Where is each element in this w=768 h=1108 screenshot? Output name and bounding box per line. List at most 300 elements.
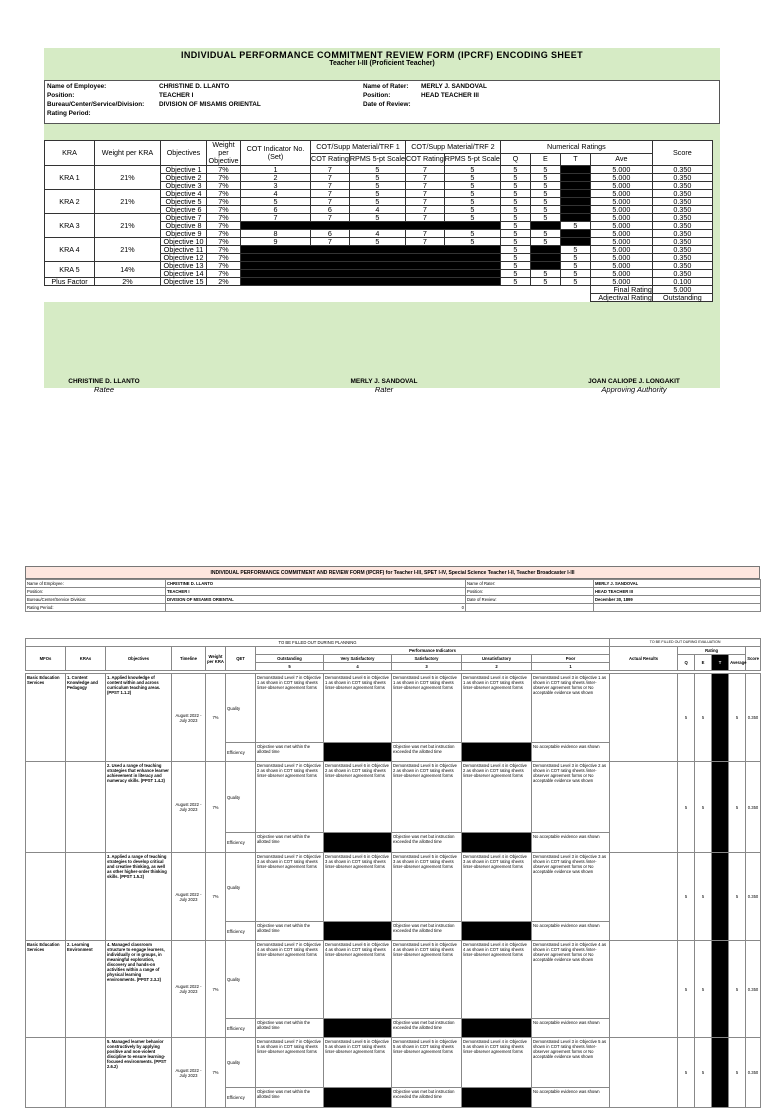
cell-ave: 5.000: [590, 198, 652, 206]
cell-obj: Objective 15: [161, 278, 207, 286]
rating-t-blank: [712, 941, 729, 1038]
rating-q: 5: [678, 853, 695, 941]
cell-r2: 5: [444, 166, 500, 174]
cell-e: [530, 246, 560, 254]
rating-score: 0.350: [746, 941, 761, 1038]
quality-outstanding: Demonstrated Level 7 in Objective 5 as shown in COT rating sheets /inter-observer agreement forms: [256, 1038, 324, 1088]
cell-q: 5: [500, 222, 530, 230]
cell-t: 5: [560, 278, 590, 286]
poor-header: Poor: [532, 655, 610, 663]
cell-t: [560, 182, 590, 190]
rating-e: 5: [695, 853, 712, 941]
actual-results-header: Actual Results: [610, 647, 678, 671]
cell-e: 5: [530, 198, 560, 206]
cell-c2: 7: [405, 174, 444, 182]
final-rating-label: Final Rating: [590, 286, 652, 294]
bureau-value: DIVISION OF MISAMIS ORIENTAL: [159, 101, 261, 108]
cell-r1: 5: [349, 166, 405, 174]
efficiency-outstanding: Objective was met within the allotted time: [256, 922, 324, 941]
efficiency-poor: No acceptable evidence was shown: [532, 743, 610, 762]
objectives-header: Objectives: [161, 141, 207, 166]
cell-c1: 6: [311, 230, 350, 238]
rating-average: 5: [729, 1038, 746, 1108]
t-header-2: T: [712, 655, 729, 671]
very-satisfactory-num: 4: [324, 663, 392, 671]
ipcrf-info-table: [25, 579, 761, 612]
e-header: E: [530, 153, 560, 166]
actual-results-cell: [610, 941, 678, 1038]
efficiency-outstanding: Objective was met within the allotted time: [256, 833, 324, 853]
outstanding-num: 5: [256, 663, 324, 671]
efficiency-vs-blank: [324, 743, 392, 762]
score-header-2: Score: [746, 647, 761, 671]
efficiency-poor: No acceptable evidence was shown: [532, 1088, 610, 1108]
quality-very-satisfactory: Demonstrated Level 6 in Objective 3 as shown in COT rating sheets /inter-observer agreement forms: [324, 853, 392, 922]
cell-r2: 5: [444, 182, 500, 190]
timeline-cell: August 2022 - July 2023: [172, 853, 206, 941]
approver-signature: [554, 378, 714, 394]
kra-cell: [66, 853, 106, 941]
efficiency-outstanding: Objective was met within the allotted time: [256, 1019, 324, 1038]
cell-e: 5: [530, 166, 560, 174]
kra-header: KRA: [45, 141, 95, 166]
cell-c1: 7: [311, 174, 350, 182]
cell-cot: 7: [241, 214, 311, 222]
ipcrf-rater-position-value: HEAD TEACHER III: [594, 588, 761, 596]
employee-label: Name of Employee:: [47, 83, 107, 90]
ipcrf-bureau-label: Bureau/Center/Service Division:: [26, 596, 166, 604]
cell-w: 7%: [207, 174, 241, 182]
quality-label: Quality: [226, 674, 256, 743]
cell-score: 0.350: [652, 214, 712, 222]
quality-label: Quality: [226, 853, 256, 922]
objective-cell: 1. Applied knowledge of content within and across curriculum teaching areas. (PPST 1.1.2): [106, 674, 172, 762]
cell-obj: Objective 7: [161, 214, 207, 222]
quality-unsatisfactory: Demonstrated Level 4 in Objective 3 as shown in COT rating sheets /inter-observer agreement forms: [462, 853, 532, 922]
cell-obj: Objective 3: [161, 182, 207, 190]
efficiency-satisfactory: Objective was met but instruction exceeded the allotted time: [392, 922, 462, 941]
efficiency-vs-blank: [324, 1088, 392, 1108]
poor-num: 1: [532, 663, 610, 671]
quality-outstanding: Demonstrated Level 7 in Objective 2 as shown in COT rating sheets /inter-observer agreement forms: [256, 762, 324, 833]
efficiency-label: Efficiency: [226, 833, 256, 853]
cell-obj: Objective 5: [161, 198, 207, 206]
cell-r1: 5: [349, 174, 405, 182]
cell-w: 7%: [207, 198, 241, 206]
weight-kra-header: Weight per KRA: [95, 141, 161, 166]
unsatisfactory-header: Unsatisfactory: [462, 655, 532, 663]
cell-ave: 5.000: [590, 190, 652, 198]
blank-cot-cell: [241, 278, 501, 286]
cell-score: 0.350: [652, 270, 712, 278]
cell-obj: Objective 9: [161, 230, 207, 238]
efficiency-unsat-blank: [462, 1019, 532, 1038]
cell-q: 5: [500, 174, 530, 182]
rating-t-blank: [712, 1038, 729, 1108]
rating-score: 0.350: [746, 1038, 761, 1108]
cell-w: 7%: [207, 214, 241, 222]
cell-ave: 5.000: [590, 246, 652, 254]
ratee-role: Ratee: [93, 385, 114, 394]
rater-role: Rater: [374, 385, 394, 394]
mfos-header: MFOs: [26, 647, 66, 671]
efficiency-poor: No acceptable evidence was shown: [532, 833, 610, 853]
cell-w: 7%: [207, 190, 241, 198]
cell-c2: 7: [405, 182, 444, 190]
cell-score: 0.350: [652, 238, 712, 246]
quality-poor: Demonstrated Level 3 in Objective 5 as shown in COT rating sheets /inter-observer agreement forms or No acceptable evidence was shown: [532, 1038, 610, 1088]
kra-row: [45, 278, 713, 286]
rating-header: Rating: [678, 647, 746, 655]
kra-name: KRA 2: [45, 190, 95, 214]
rating-q: 5: [678, 762, 695, 853]
quality-poor: Demonstrated Level 3 in Objective 1 as shown in COT rating sheets /inter-observer agreement forms or No acceptable evidence was shown: [532, 674, 610, 743]
ave-header: Ave: [590, 153, 652, 166]
cell-r2: 5: [444, 190, 500, 198]
cell-obj: Objective 4: [161, 190, 207, 198]
position-value: TEACHER I: [159, 92, 194, 99]
cell-r1: 5: [349, 214, 405, 222]
cell-t: [560, 190, 590, 198]
cell-score: 0.100: [652, 278, 712, 286]
cell-cot: 2: [241, 174, 311, 182]
quality-poor: Demonstrated Level 3 in Objective 3 as shown in COT rating sheets /inter-observer agreement forms or No acceptable evidence was shown: [532, 853, 610, 922]
timeline-cell: August 2022 - July 2023: [172, 762, 206, 853]
cell-obj: Objective 1: [161, 166, 207, 174]
rater-position-value: HEAD TEACHER III: [421, 92, 479, 99]
cell-score: 0.350: [652, 206, 712, 214]
ipcrf-rating-period-label: Rating Period:: [26, 604, 166, 612]
cell-ave: 5.000: [590, 262, 652, 270]
cell-ave: 5.000: [590, 230, 652, 238]
cell-score: 0.350: [652, 198, 712, 206]
cell-c1: 7: [311, 182, 350, 190]
quality-satisfactory: Demonstrated Level 5 in Objective 1 as shown in COT rating sheets /inter-observer agreement forms: [392, 674, 462, 743]
cell-score: 0.350: [652, 190, 712, 198]
kra-weight: 21%: [95, 190, 161, 214]
kra-cell: [66, 762, 106, 853]
cell-r1: 4: [349, 230, 405, 238]
evaluation-label: TO BE FILLED OUT DURING EVALUATION: [610, 639, 761, 647]
kra-weight: 21%: [95, 238, 161, 262]
cell-w: 7%: [207, 262, 241, 270]
rating-e: 5: [695, 941, 712, 1038]
cell-t: 5: [560, 222, 590, 230]
kra-weight: 21%: [95, 166, 161, 190]
average-header: Average: [729, 655, 746, 671]
kra-cell: 2. Learning Environment: [66, 941, 106, 1038]
actual-results-cell: [610, 853, 678, 941]
ratee-name: CHRISTINE D. LLANTO: [68, 378, 140, 385]
objective-cell: 4. Managed classroom structure to engage learners, individually or in groups, in meaningful exploration, discovery and hands-on activities within a range of physical learning environments. (PPST 2.3.2): [106, 941, 172, 1038]
efficiency-poor: No acceptable evidence was shown: [532, 1019, 610, 1038]
cell-w: 2%: [207, 278, 241, 286]
rating-average: 5: [729, 762, 746, 853]
ipcrf-employee-label: Name of Employee:: [26, 580, 166, 588]
cell-t: 5: [560, 270, 590, 278]
cell-w: 7%: [207, 166, 241, 174]
cell-c2: 7: [405, 230, 444, 238]
efficiency-satisfactory: Objective was met but instruction exceeded the allotted time: [392, 1019, 462, 1038]
cell-e: 5: [530, 190, 560, 198]
quality-satisfactory: Demonstrated Level 5 in Objective 3 as shown in COT rating sheets /inter-observer agreement forms: [392, 853, 462, 922]
cell-score: 0.350: [652, 230, 712, 238]
bureau-label: Bureau/Center/Service/Division:: [47, 101, 145, 108]
actual-results-cell: [610, 762, 678, 853]
cell-q: 5: [500, 206, 530, 214]
rating-e: 5: [695, 1038, 712, 1108]
cell-r1: 5: [349, 182, 405, 190]
quality-unsatisfactory: Demonstrated Level 4 in Objective 2 as shown in COT rating sheets /inter-observer agreement forms: [462, 762, 532, 833]
performance-indicators-header: Performance Indicators: [256, 647, 610, 655]
cell-w: 7%: [207, 254, 241, 262]
cell-cot: 5: [241, 198, 311, 206]
cot-indicator-header: COT Indicator No. (Set): [241, 141, 311, 166]
kra-name: Plus Factor: [45, 278, 95, 286]
cell-ave: 5.000: [590, 238, 652, 246]
rating-score: 0.350: [746, 853, 761, 941]
cell-q: 5: [500, 246, 530, 254]
cell-ave: 5.000: [590, 166, 652, 174]
cell-e: 5: [530, 182, 560, 190]
mfo-cell: Basic Education Services: [26, 674, 66, 762]
blank-cot-cell: [241, 270, 501, 278]
cell-t: 5: [560, 254, 590, 262]
cell-obj: Objective 8: [161, 222, 207, 230]
efficiency-satisfactory: Objective was met but instruction exceeded the allotted time: [392, 833, 462, 853]
mfo-cell: Basic Education Services: [26, 941, 66, 1038]
mfo-cell: [26, 853, 66, 941]
cell-c1: 7: [311, 214, 350, 222]
ipcrf-review-value: December 30, 1899: [594, 596, 761, 604]
cell-r1: 5: [349, 190, 405, 198]
weight-cell: 7%: [206, 941, 226, 1038]
efficiency-vs-blank: [324, 1019, 392, 1038]
rating-e: 5: [695, 674, 712, 762]
cot1-rpms-header: RPMS 5-pt Scale: [349, 153, 405, 166]
weight-cell: 7%: [206, 853, 226, 941]
rating-q: 5: [678, 1038, 695, 1108]
efficiency-label: Efficiency: [226, 1088, 256, 1108]
quality-unsatisfactory: Demonstrated Level 4 in Objective 5 as shown in COT rating sheets /inter-observer agreement forms: [462, 1038, 532, 1088]
e-header-2: E: [695, 655, 712, 671]
cot2-rating-header: COT Rating: [405, 153, 444, 166]
efficiency-vs-blank: [324, 922, 392, 941]
objective-block: [25, 852, 761, 941]
cell-obj: Objective 14: [161, 270, 207, 278]
quality-label: Quality: [226, 1038, 256, 1088]
kra-ratings-table: [44, 140, 713, 302]
blank-cot-cell: [241, 254, 501, 262]
cell-c2: 7: [405, 190, 444, 198]
approver-role: Approving Authority: [601, 385, 667, 394]
cell-e: [530, 254, 560, 262]
cell-ave: 5.000: [590, 270, 652, 278]
kra-name: KRA 3: [45, 214, 95, 238]
cot2-header: COT/Supp Material/TRF 2: [405, 141, 500, 154]
objective-block: [25, 761, 761, 853]
cell-score: 0.350: [652, 174, 712, 182]
timeline-cell: August 2022 - July 2023: [172, 674, 206, 762]
cell-cot: 6: [241, 206, 311, 214]
kra-name: KRA 5: [45, 262, 95, 278]
cell-t: 5: [560, 262, 590, 270]
q-header: Q: [500, 153, 530, 166]
rater-position-label: Position:: [363, 92, 391, 99]
kra-name: KRA 4: [45, 238, 95, 262]
cell-c2: 7: [405, 206, 444, 214]
cell-w: 7%: [207, 222, 241, 230]
cell-t: 5: [560, 246, 590, 254]
cell-w: 7%: [207, 182, 241, 190]
quality-outstanding: Demonstrated Level 7 in Objective 3 as shown in COT rating sheets /inter-observer agreement forms: [256, 853, 324, 922]
efficiency-label: Efficiency: [226, 743, 256, 762]
blank-cot-cell: [241, 262, 501, 270]
timeline-header: Timeline: [172, 647, 206, 671]
outstanding-header: Outstanding: [256, 655, 324, 663]
cell-c1: 7: [311, 198, 350, 206]
efficiency-satisfactory: Objective was met but instruction exceeded the allotted time: [392, 1088, 462, 1108]
quality-satisfactory: Demonstrated Level 5 in Objective 2 as shown in COT rating sheets /inter-observer agreement forms: [392, 762, 462, 833]
weight-objective-header: Weight per Objective: [207, 141, 241, 166]
actual-results-cell: [610, 674, 678, 762]
ipcrf-form: [25, 566, 760, 1100]
kra-cell: 1. Content Knowledge and Pedagogy: [66, 674, 106, 762]
score-header: Score: [652, 141, 712, 166]
very-satisfactory-header: Very Satisfactory: [324, 655, 392, 663]
cell-q: 5: [500, 198, 530, 206]
cell-t: [560, 206, 590, 214]
cell-r2: 5: [444, 238, 500, 246]
kra-weight: 2%: [95, 278, 161, 286]
cell-obj: Objective 13: [161, 262, 207, 270]
cell-r2: 5: [444, 206, 500, 214]
cell-c2: 7: [405, 238, 444, 246]
quality-very-satisfactory: Demonstrated Level 6 in Objective 4 as shown in COT rating sheets /inter-observer agreement forms: [324, 941, 392, 1019]
ipcrf-employee-value: CHRISTINE D. LLANTO: [166, 580, 466, 588]
objective-cell: 2. Used a range of teaching strategies that enhance learner achievement in literacy and numeracy skills. (PPST 1.4.2): [106, 762, 172, 853]
numerical-ratings-header: Numerical Ratings: [500, 141, 652, 154]
cell-t: [560, 198, 590, 206]
cell-cot: 9: [241, 238, 311, 246]
blank-cot-cell: [241, 222, 501, 230]
cell-cot: 1: [241, 166, 311, 174]
quality-satisfactory: Demonstrated Level 5 in Objective 4 as shown in COT rating sheets /inter-observer agreement forms: [392, 941, 462, 1019]
cell-r1: 5: [349, 238, 405, 246]
cell-score: 0.350: [652, 254, 712, 262]
encoding-sheet-title: INDIVIDUAL PERFORMANCE COMMITMENT REVIEW FORM (IPCRF) ENCODING SHEET: [180, 50, 584, 60]
efficiency-satisfactory: Objective was met but instruction exceeded the allotted time: [392, 743, 462, 762]
review-date-label: Date of Review:: [363, 101, 411, 108]
objective-cell: 3. Applied a range of teaching strategies to develop critical and creative thinking, as well as other higher-order thinking skills. (PPST 1.5.2): [106, 853, 172, 941]
cell-q: 5: [500, 262, 530, 270]
cell-e: 5: [530, 214, 560, 222]
cell-q: 5: [500, 278, 530, 286]
cell-r2: 5: [444, 214, 500, 222]
encoding-sheet: [44, 48, 720, 394]
cell-q: 5: [500, 166, 530, 174]
cell-q: 5: [500, 254, 530, 262]
cell-w: 7%: [207, 206, 241, 214]
cell-c2: 7: [405, 214, 444, 222]
cot2-rpms-header: RPMS 5-pt Scale: [444, 153, 500, 166]
quality-outstanding: Demonstrated Level 7 in Objective 1 as shown in COT rating sheets /inter-observer agreement forms: [256, 674, 324, 743]
cell-q: 5: [500, 190, 530, 198]
quality-label: Quality: [226, 941, 256, 1019]
rater-value: MERLY J. SANDOVAL: [421, 83, 487, 90]
efficiency-poor: No acceptable evidence was shown: [532, 922, 610, 941]
rating-e: 5: [695, 762, 712, 853]
rating-average: 5: [729, 674, 746, 762]
quality-outstanding: Demonstrated Level 7 in Objective 4 as shown in COT rating sheets /inter-observer agreement forms: [256, 941, 324, 1019]
kra-name: KRA 1: [45, 166, 95, 190]
approver-name: JOAN CALIOPE J. LONGAKIT: [588, 378, 680, 385]
cell-r1: 4: [349, 206, 405, 214]
adjectival-rating-value: Outstanding: [652, 294, 712, 302]
cell-cot: 8: [241, 230, 311, 238]
cell-c1: 6: [311, 206, 350, 214]
rater-name: MERLY J. SANDOVAL: [350, 378, 418, 385]
adjectival-rating-label: Adjectival Rating: [590, 294, 652, 302]
cell-c1: 7: [311, 238, 350, 246]
cell-obj: Objective 12: [161, 254, 207, 262]
quality-unsatisfactory: Demonstrated Level 4 in Objective 1 as shown in COT rating sheets /inter-observer agreement forms: [462, 674, 532, 743]
encoding-sheet-subtitle: Teacher I-III (Proficient Teacher): [329, 60, 435, 67]
mfo-cell: [26, 1038, 66, 1108]
rating-period-label: Rating Period:: [47, 110, 91, 117]
cell-q: 5: [500, 238, 530, 246]
cell-score: 0.350: [652, 182, 712, 190]
cell-e: 5: [530, 238, 560, 246]
cell-ave: 5.000: [590, 278, 652, 286]
ipcrf-bureau-value: DIVISION OF MISAMIS ORIENTAL: [166, 596, 466, 604]
cell-obj: Objective 2: [161, 174, 207, 182]
kra-weight: 21%: [95, 214, 161, 238]
ipcrf-rater-value: MERLY J. SANDOVAL: [594, 580, 761, 588]
timeline-cell: August 2022 - July 2023: [172, 1038, 206, 1108]
efficiency-label: Efficiency: [226, 922, 256, 941]
weight-cell: 7%: [206, 674, 226, 762]
actual-results-cell: [610, 1038, 678, 1108]
blank-cot-cell: [241, 246, 501, 254]
rating-t-blank: [712, 674, 729, 762]
cell-r1: 5: [349, 198, 405, 206]
rating-score: 0.350: [746, 762, 761, 853]
quality-poor: Demonstrated Level 3 in Objective 2 as shown in COT rating sheets /inter-observer agreement forms or No acceptable evidence was shown: [532, 762, 610, 833]
rating-average: 5: [729, 853, 746, 941]
ipcrf-position-label: Position:: [26, 588, 166, 596]
ipcrf-rater-position-label: Position:: [466, 588, 594, 596]
employee-info-box: [44, 80, 720, 124]
satisfactory-header: Satisfactory: [392, 655, 462, 663]
objective-block: [25, 673, 761, 762]
efficiency-vs-blank: [324, 833, 392, 853]
cell-e: 5: [530, 270, 560, 278]
ipcrf-rating-period-value: 0: [166, 604, 466, 612]
cell-e: 5: [530, 230, 560, 238]
efficiency-unsat-blank: [462, 743, 532, 762]
ipcrf-header-table: [25, 638, 761, 671]
efficiency-label: Efficiency: [226, 1019, 256, 1038]
rating-q: 5: [678, 941, 695, 1038]
cell-c1: 7: [311, 166, 350, 174]
efficiency-unsat-blank: [462, 922, 532, 941]
cell-score: 0.350: [652, 246, 712, 254]
cell-t: [560, 230, 590, 238]
cot1-header: COT/Supp Material/TRF 1: [311, 141, 406, 154]
cell-e: 5: [530, 278, 560, 286]
cell-ave: 5.000: [590, 214, 652, 222]
